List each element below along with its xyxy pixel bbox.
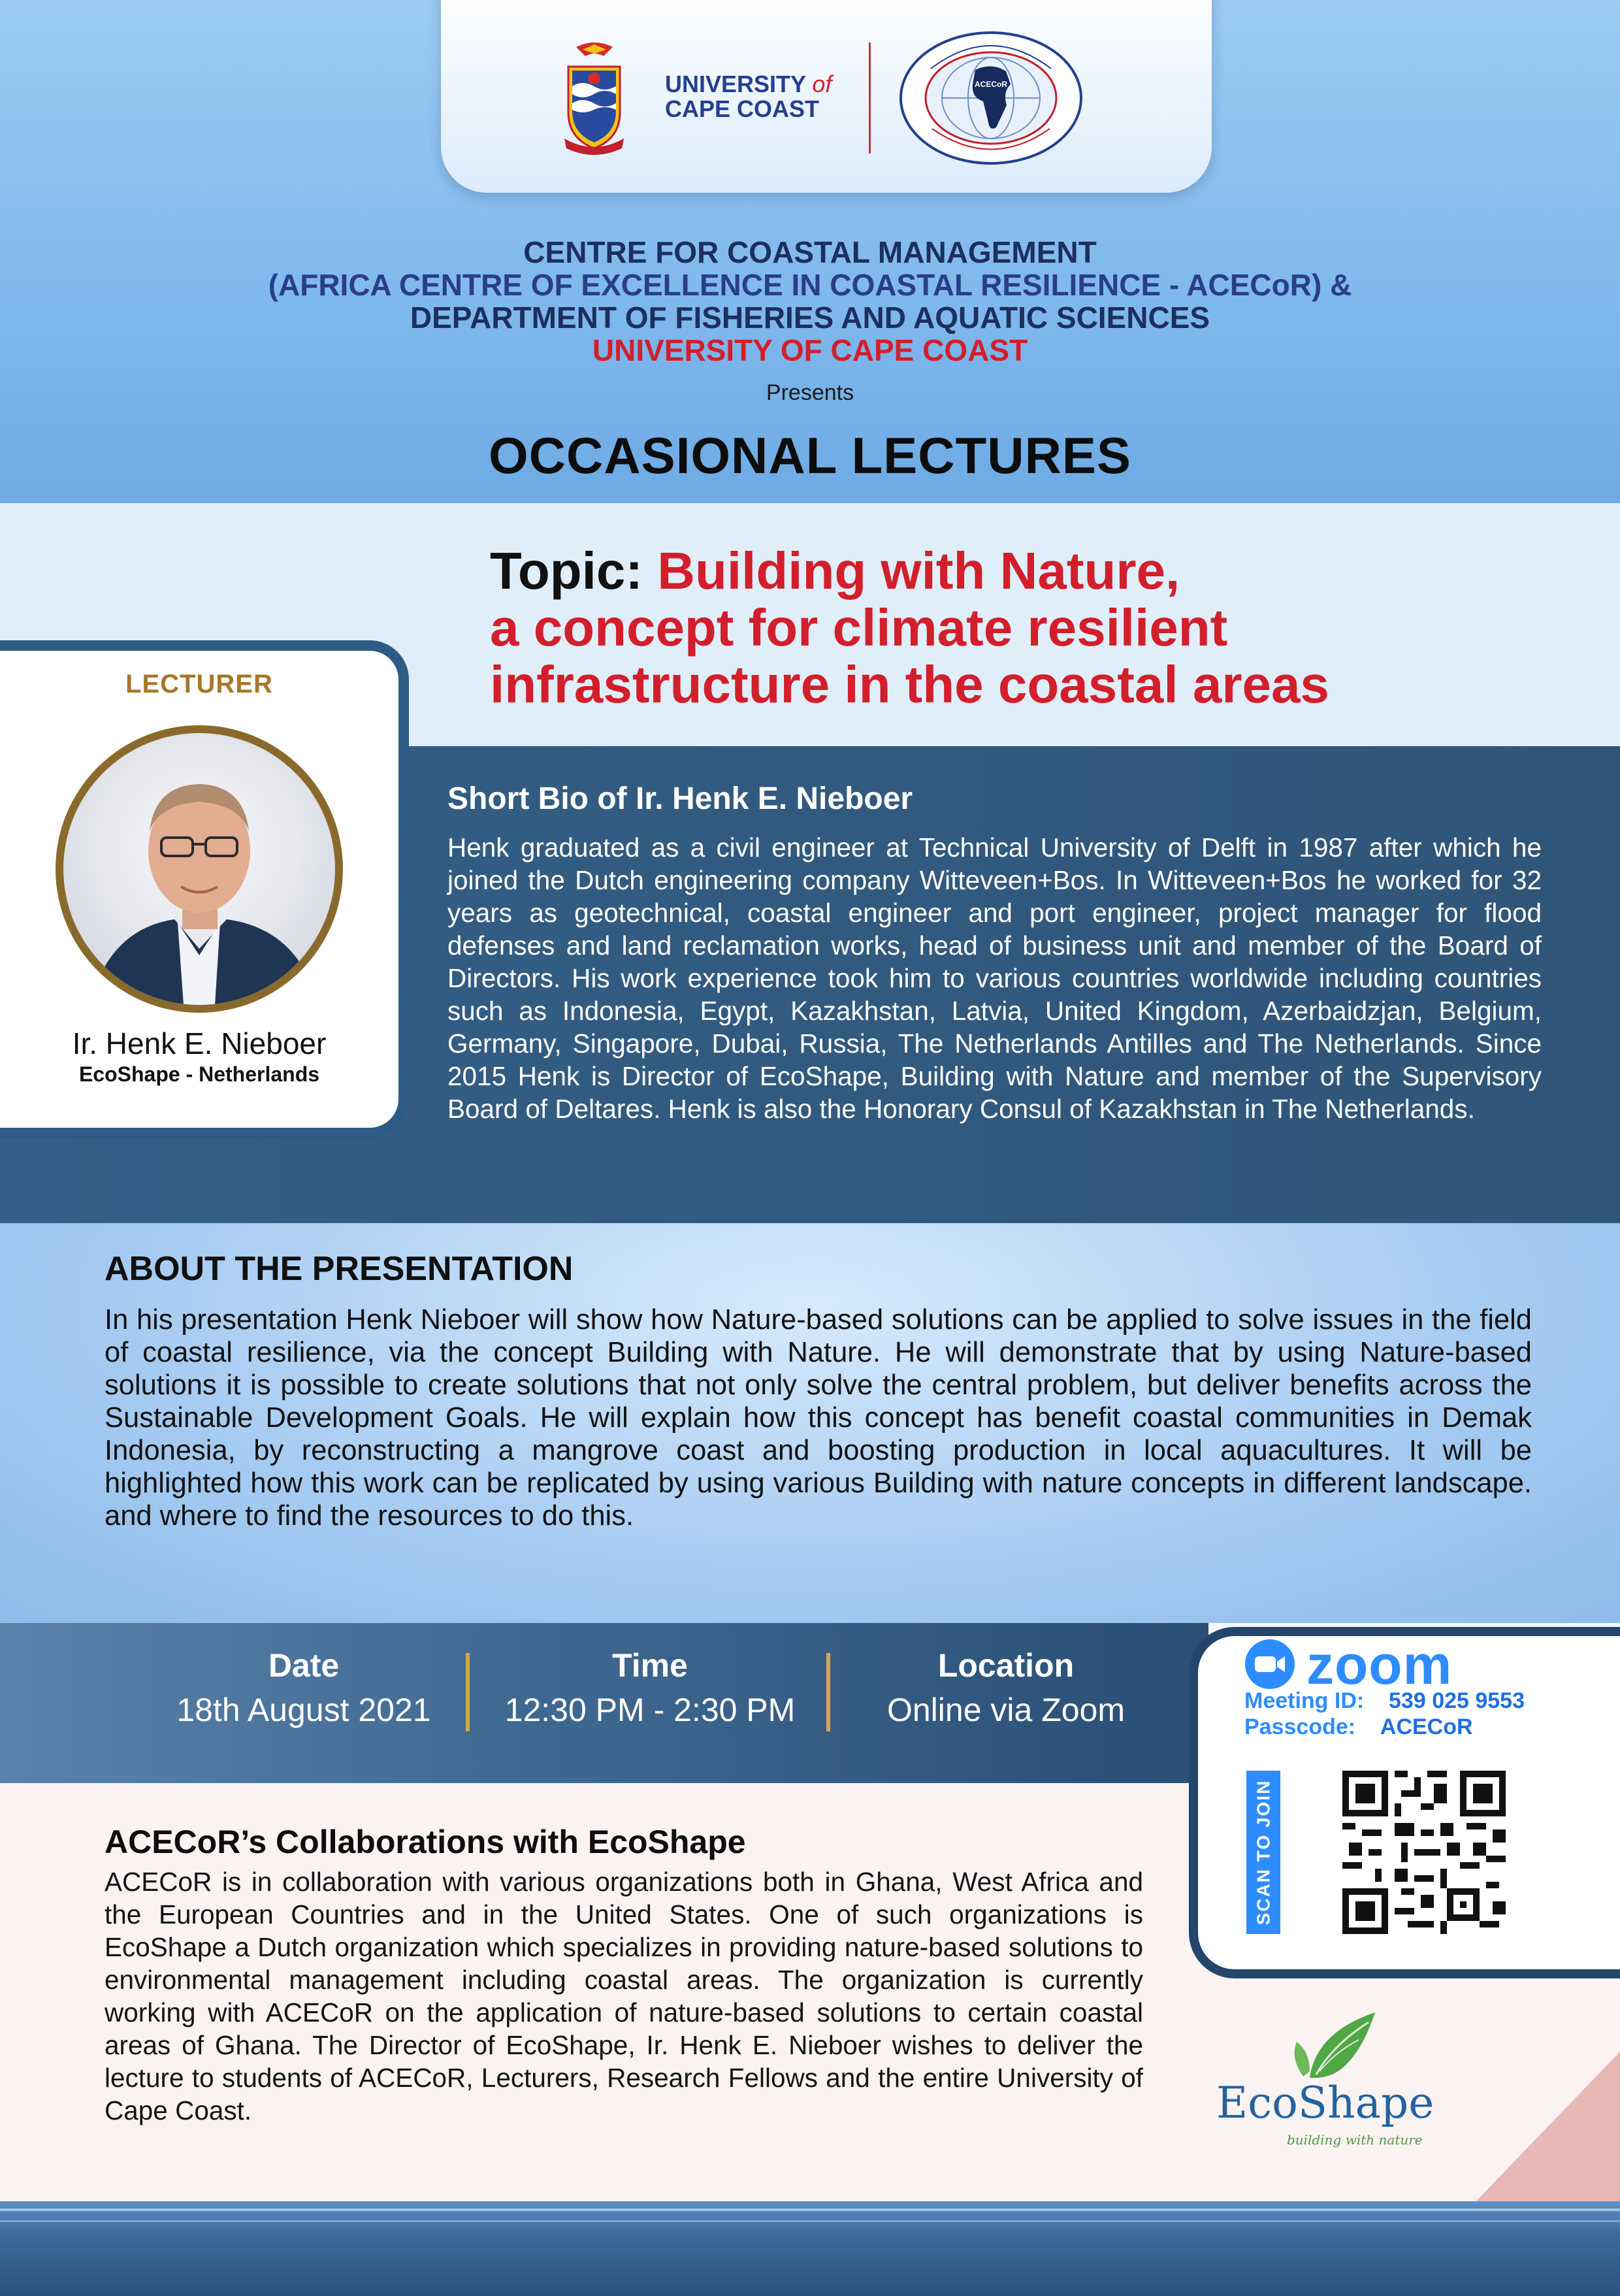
topic-line-3: infrastructure in the coastal areas	[490, 655, 1329, 713]
header-line-3: DEPARTMENT OF FISHERIES AND AQUATIC SCIENCES	[410, 301, 1210, 335]
date-value: 18th August 2021	[176, 1692, 431, 1728]
ucc-wordmark: UNIVERSITY of CAPE COAST	[665, 71, 832, 122]
time-label: Time	[612, 1647, 688, 1684]
ecoshape-wordmark: EcoShape	[1216, 2078, 1434, 2128]
footer-band	[0, 2201, 1620, 2296]
footer-divider	[0, 2220, 1620, 2222]
zoom-camera-icon	[1244, 1639, 1295, 1690]
scan-to-join-label: SCAN TO JOIN	[1246, 1771, 1280, 1934]
logo-divider	[869, 42, 871, 154]
ucc-crest-icon	[563, 41, 625, 155]
header-line-2: (AFRICA CENTRE OF EXCELLENCE IN COASTAL RESILIENCE - ACECoR) &	[268, 268, 1352, 302]
lecturer-name: Ir. Henk E. Nieboer	[72, 1026, 327, 1060]
location-value: Online via Zoom	[886, 1692, 1126, 1728]
bio-title: Short Bio of Ir. Henk E. Nieboer	[447, 781, 913, 816]
topic-line-2: a concept for climate resilient	[490, 599, 1228, 657]
topic-label: Topic:	[490, 542, 643, 600]
ccm-seal-icon	[898, 29, 1084, 167]
collaboration-text: ACECoR is in collaboration with various organizations both in Ghana, West Africa and the European Countries and in the United States. One of such organizations is EcoShape a Dutch organization which specializes in providing nature-based solutions to environmental management including coastal areas. The organization is currently working with ACECoR on the application of nature-based solutions to certain coastal areas of Ghana. The Director of EcoShape, Ir. Henk E. Nieboer wishes to deliver the lecture to students of ACECoR, Lecturers, Research Fellows and the entire University of Cape Coast.	[105, 1867, 1143, 2125]
date-label: Date	[268, 1647, 340, 1684]
ecoshape-tagline: building with nature	[1287, 2132, 1423, 2148]
series-title: OCCASIONAL LECTURES	[489, 427, 1131, 484]
info-separator	[466, 1653, 470, 1731]
about-text: In his presentation Henk Nieboer will show how Nature-based solutions can be applied to solve issues in the field of coastal resilience, via the concept Building with Nature. He will demonstrate that by using Nature-based solutions it is possible to create solutions that not only solve the central problem, but deliver benefits across the Sustainable Development Goals. He will explain how this concept has benefit coastal communities in Demak Indonesia, by reconstructing a mangrove coast and boosting production in local aquacultures. It will be highlighted how this work can be replicated by using various Building with nature concepts in different landscape. and where to find the resources to do this.	[105, 1304, 1532, 1532]
header-line-1: CENTRE FOR COASTAL MANAGEMENT	[523, 235, 1097, 269]
meeting-id-value[interactable]: 539 025 9553	[1389, 1688, 1525, 1713]
svg-text:ACECoR: ACECoR	[975, 80, 1007, 89]
event-time	[480, 1647, 820, 1729]
event-location	[836, 1647, 1176, 1729]
lecturer-photo	[56, 725, 343, 1013]
time-value: 12:30 PM - 2:30 PM	[504, 1692, 796, 1728]
lecturer-organization: EcoShape - Netherlands	[78, 1062, 320, 1086]
lecturer-heading: LECTURER	[125, 670, 273, 698]
about-title: ABOUT THE PRESENTATION	[105, 1250, 574, 1288]
info-separator	[826, 1653, 830, 1731]
collaboration-title: ACECoR’s Collaborations with EcoShape	[105, 1824, 746, 1860]
zoom-meeting-info	[1244, 1688, 1525, 1740]
passcode-value[interactable]: ACECoR	[1380, 1714, 1473, 1739]
header-line-4: UNIVERSITY OF CAPE COAST	[592, 333, 1028, 367]
footer-divider	[0, 2208, 1620, 2211]
location-label: Location	[937, 1647, 1075, 1684]
presents-label: Presents	[766, 380, 854, 405]
topic-title	[490, 542, 1587, 713]
passcode-label: Passcode:	[1244, 1714, 1356, 1739]
meeting-id-label: Meeting ID:	[1244, 1688, 1365, 1713]
portrait-illustration	[63, 733, 335, 1005]
zoom-qr-code[interactable]	[1342, 1771, 1506, 1934]
bio-text: Henk graduated as a civil engineer at Technical University of Delft in 1987 after which he joined the Dutch engineering company Witteveen+Bos. In Witteveen+Bos he worked for 32 years as geotechnical, coastal engineer and port engineer, project manager for flood defenses and land reclamation works, head of business unit and member of the Board of Directors. His work experience took him to various countries worldwide including countries such as Indonesia, Egypt, Kazakhstan, Latvia, United Kingdom, Azerbaidzjan, Belgium, Germany, Singapore, Dubai, Russia, The Netherlands Antilles and The Netherlands. Since 2015 Henk is Director of EcoShape, Building with Nature and member of the Supervisory Board of Deltares. Henk is also the Honorary Consul of Kazakhstan in The Netherlands.	[447, 832, 1542, 1124]
event-date	[134, 1647, 474, 1729]
topic-line-1: Building with Nature,	[657, 542, 1180, 600]
zoom-wordmark: zoom	[1306, 1634, 1453, 1696]
